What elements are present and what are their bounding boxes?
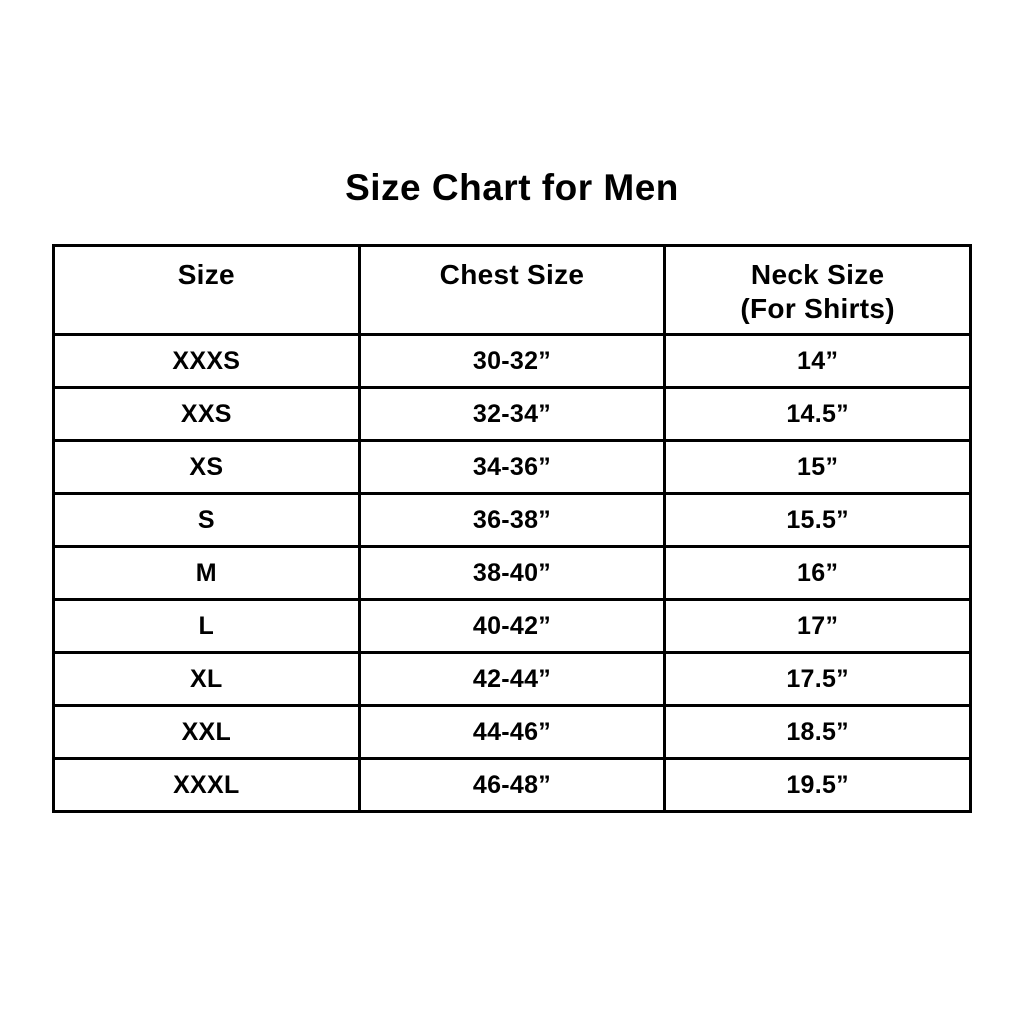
chest-cell: 44-46” <box>359 706 665 759</box>
table-header-row <box>54 246 971 335</box>
neck-cell: 17.5” <box>665 653 971 706</box>
size-cell: XXXS <box>54 335 360 388</box>
neck-cell: 16” <box>665 547 971 600</box>
size-cell: XS <box>54 441 360 494</box>
page-title: Size Chart for Men <box>345 167 679 208</box>
table-row <box>54 441 971 494</box>
neck-cell: 19.5” <box>665 759 971 812</box>
size-cell: L <box>54 600 360 653</box>
size-cell: XXL <box>54 706 360 759</box>
size-cell: XXXL <box>54 759 360 812</box>
size-cell: M <box>54 547 360 600</box>
neck-cell: 18.5” <box>665 706 971 759</box>
neck-cell: 15.5” <box>665 494 971 547</box>
neck-cell: 14.5” <box>665 388 971 441</box>
size-cell: XL <box>54 653 360 706</box>
table-row <box>54 494 971 547</box>
table-row <box>54 706 971 759</box>
neck-cell: 17” <box>665 600 971 653</box>
header-neck-line2: (For Shirts) <box>740 293 895 324</box>
header-size-label: Size <box>177 259 235 290</box>
size-cell: S <box>54 494 360 547</box>
neck-cell: 14” <box>665 335 971 388</box>
table-row <box>54 335 971 388</box>
header-chest-label: Chest Size <box>439 259 585 290</box>
neck-cell: 15” <box>665 441 971 494</box>
header-size <box>54 246 360 335</box>
chest-cell: 46-48” <box>359 759 665 812</box>
chest-cell: 30-32” <box>359 335 665 388</box>
table-row <box>54 600 971 653</box>
table-row <box>54 759 971 812</box>
size-cell: XXS <box>54 388 360 441</box>
size-chart-table <box>52 244 972 813</box>
chest-cell: 40-42” <box>359 600 665 653</box>
header-neck-size <box>665 246 971 335</box>
chest-cell: 32-34” <box>359 388 665 441</box>
chest-cell: 36-38” <box>359 494 665 547</box>
chest-cell: 42-44” <box>359 653 665 706</box>
table-row <box>54 547 971 600</box>
table-row <box>54 653 971 706</box>
header-chest-size <box>359 246 665 335</box>
chest-cell: 38-40” <box>359 547 665 600</box>
chest-cell: 34-36” <box>359 441 665 494</box>
header-neck-line1: Neck Size <box>750 259 885 290</box>
table-row <box>54 388 971 441</box>
